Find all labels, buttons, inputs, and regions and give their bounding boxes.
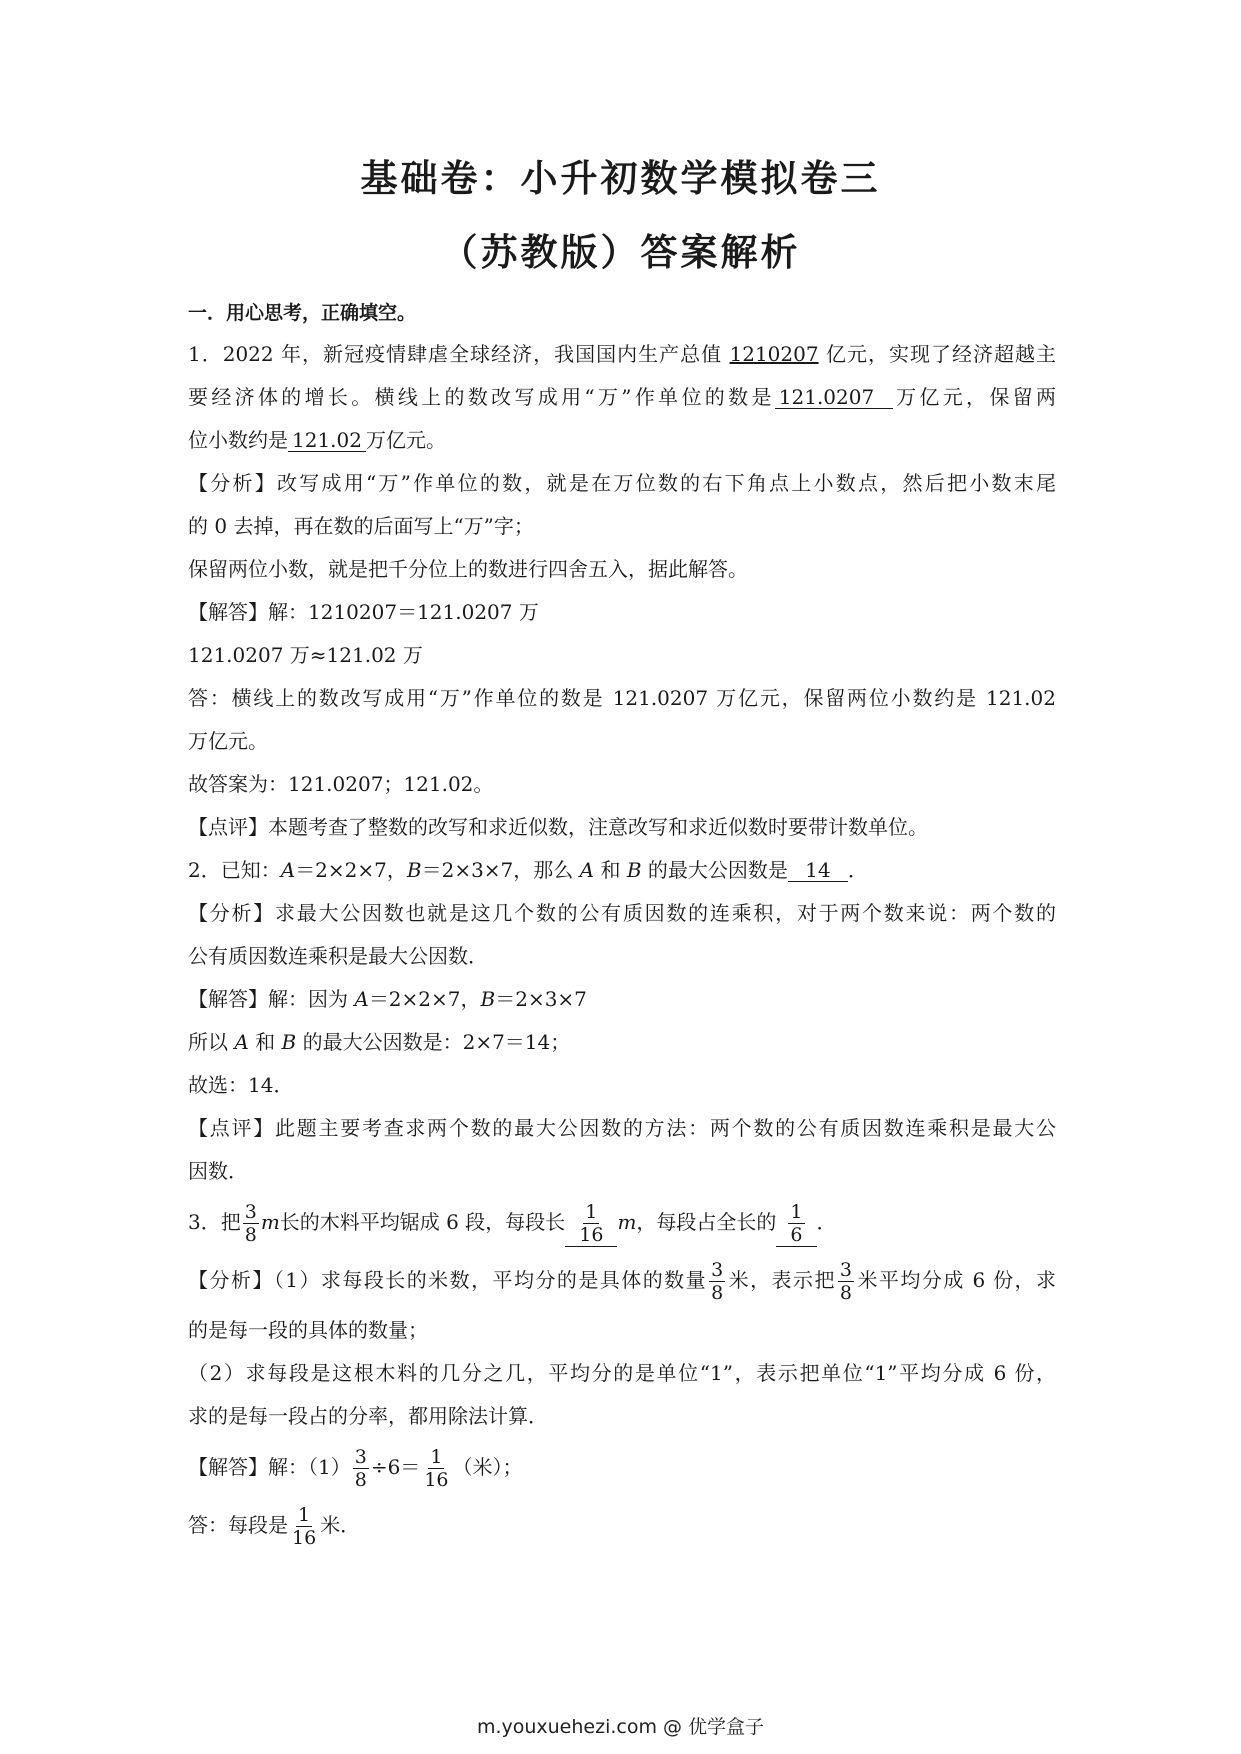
q1-line1: 1．2022 年，新冠疫情肆虐全球经济，我国国内生产总值 1210207 亿元，实现了经济超越主: [188, 342, 1057, 366]
q2-final-answer: 故选：14．: [188, 1073, 294, 1097]
q3-stem: 3．把 $\frac{3}{8}$ m长的木料平均锯成 6 段，每段长 $\frac{1}{16}$ m，每段占全长的 $\frac{1}{6}$ ．: [188, 1201, 837, 1246]
q3-analysis-cont: 求的是每一段占的分率，都用除法计算．: [188, 1404, 548, 1428]
q3-solution: 【解答】解：（1） $\frac{3}{8}$ ÷6＝ $\frac{1}{16}$ （米）；: [188, 1446, 523, 1491]
q2-analysis-cont: 公有质因数连乘积是最大公因数．: [188, 944, 488, 968]
q2-comment-cont: 因数．: [188, 1159, 248, 1183]
section-heading: 一．用心思考，正确填空。: [188, 302, 417, 324]
q3-answer: 答：每段是 $\frac{1}{16}$ 米．: [188, 1504, 361, 1549]
q1-answer-cont: 万亿元。: [188, 729, 268, 753]
q2-comment: 【点评】此题主要考查求两个数的最大公因数的方法：两个数的公有质因数连乘积是最大公: [188, 1116, 1056, 1140]
fraction: $\frac{3}{8}$: [354, 1446, 367, 1491]
fraction: $\frac{1}{16}$: [579, 1201, 604, 1246]
q1-comment: 【点评】本题考查了整数的改写和求近似数，注意改写和求近似数时要带计数单位。: [188, 815, 928, 839]
q1-solution: 【解答】解：1210207＝121.0207 万: [188, 600, 539, 624]
answer-blank: [565, 1201, 617, 1247]
fraction: $\frac{3}{8}$: [244, 1201, 257, 1246]
q2-stem: 2．已知：A＝2×2×7，B＝2×3×7，那么 A 和 B 的最大公因数是 14 ．: [188, 858, 868, 882]
page-subtitle: （苏教版）答案解析: [440, 231, 801, 274]
underlined-number: 1210207: [729, 342, 819, 366]
q1-line2: 要经济体的增长。横线上的数改写成用“万”作单位的数是 121.0207 万亿元，保留两: [188, 385, 1057, 409]
answer-blank: 121.02: [288, 429, 366, 452]
fraction: $\frac{3}{8}$: [711, 1259, 724, 1304]
q1-analysis-cont: 的 0 去掉，再在数的后面写上“万”字；: [188, 514, 534, 538]
page-title: 基础卷：小升初数学模拟卷三: [360, 157, 881, 200]
q1-line3: 位小数约是 121.02 万亿元。: [188, 428, 446, 452]
q2-solution-cont: 所以 A 和 B 的最大公因数是：2×7＝14；: [188, 1030, 571, 1054]
fraction: $\frac{1}{6}$: [790, 1201, 803, 1246]
q1-answer: 答：横线上的数改写成用“万”作单位的数是 121.0207 万亿元，保留两位小数约是 121.02: [188, 686, 1056, 710]
q1-solution-cont: 121.0207 万≈121.02 万: [188, 643, 423, 667]
fraction: $\frac{1}{16}$: [424, 1446, 449, 1491]
fraction: $\frac{3}{8}$: [839, 1259, 853, 1304]
document-body: [188, 293, 1056, 1554]
answer-blank: [776, 1201, 816, 1247]
q3-analysis-cont: 的是每一段的具体的数量；: [188, 1318, 428, 1342]
q2-analysis: 【分析】求最大公因数也就是这几个数的公有质因数的连乘积，对于两个数来说：两个数的: [188, 901, 1056, 925]
q1-final-answer: 故答案为：121.0207；121.02。: [188, 772, 494, 796]
q3-analysis: 【分析】（1）求每段长的米数，平均分的是具体的数量 $\frac{3}{8}$ 米，表示把 $\frac{3}{8}$ 米平均分成 6 份，求: [188, 1259, 1056, 1304]
q2-solution: 【解答】解：因为 A＝2×2×7，B＝2×3×7: [188, 987, 587, 1011]
q1-analysis: 【分析】改写成用“万”作单位的数，就是在万位数的右下角点上小数点，然后把小数末尾: [188, 471, 1056, 495]
q3-analysis-cont: （2）求每段是这根木料的几分之几，平均分的是单位“1”，表示把单位“1”平均分成 6 份，: [188, 1361, 1056, 1385]
answer-blank: 121.0207: [775, 386, 893, 409]
q1-analysis-cont: 保留两位小数，就是把千分位上的数进行四舍五入，据此解答。: [188, 557, 748, 581]
fraction: $\frac{1}{16}$: [292, 1504, 317, 1549]
footer-watermark: m.youxuehezi.com @ 优学盒子: [476, 1716, 765, 1738]
answer-blank: 14: [788, 859, 848, 882]
